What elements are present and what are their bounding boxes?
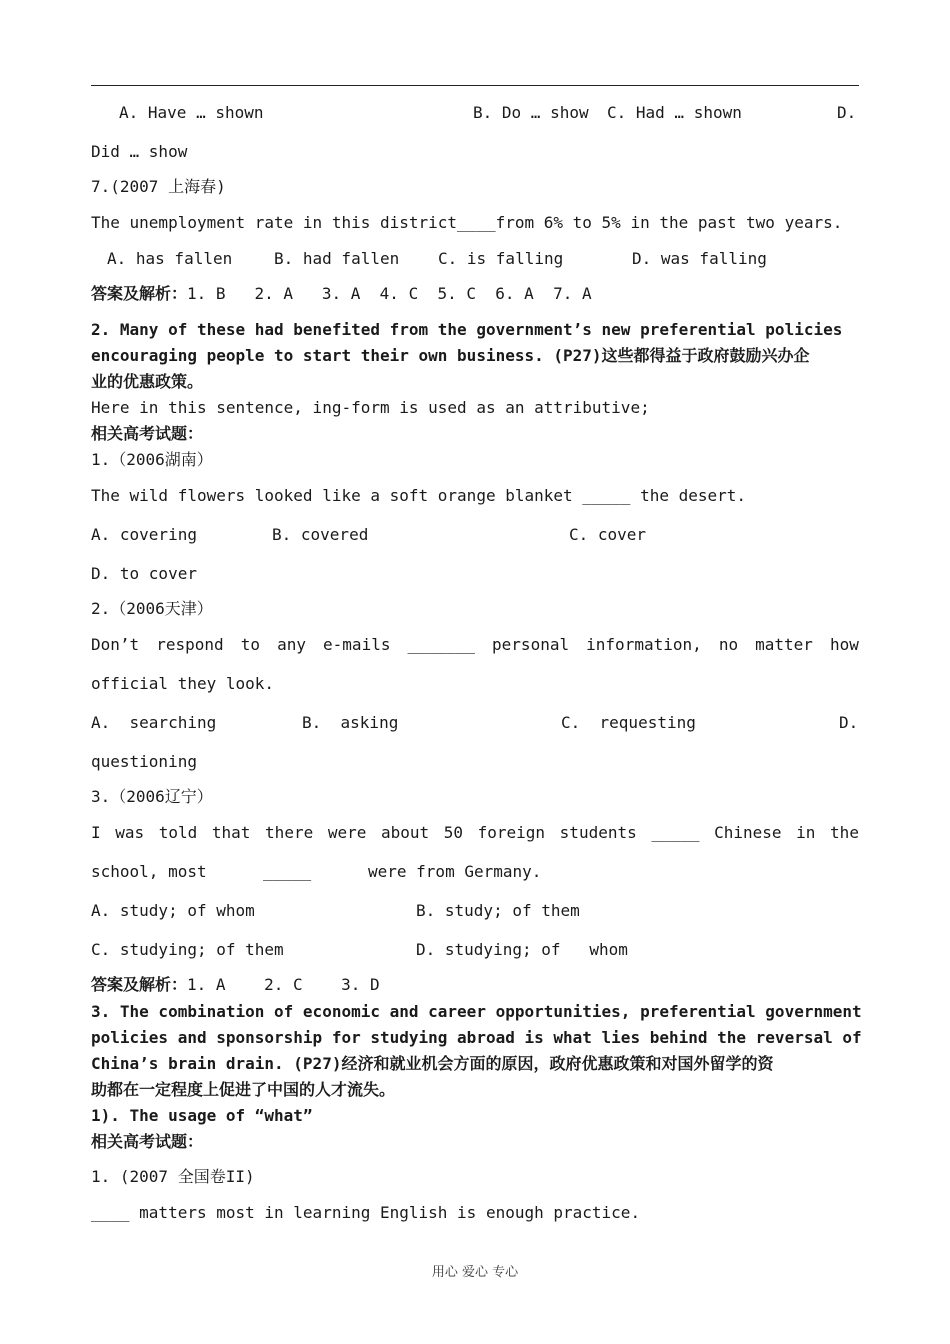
word: foreign [477,823,546,842]
s2-q2-stem-2: official they look. [91,674,275,693]
word: about [380,823,430,842]
answers-1 [91,284,592,304]
option-a: A. Have … shown [119,103,264,122]
s2-q3-option-d: D. studying; of whom [416,940,628,959]
s2-q2-label: 2.（2006天津） [91,599,213,618]
s2-q1-option-a: A. covering [91,525,197,544]
q7-option-c: C. is falling [438,249,564,268]
word: was [115,823,145,842]
section-2-related: 相关高考试题： [91,424,204,443]
s2-q1-option-d: D. to cover [91,564,197,583]
s2-q3-stem-2b: _____ [263,862,312,881]
section-3-title-3: China’s brain drain. (P27)经济和就业机会方面的原因，政府优惠政策和对国外留学的资 [91,1054,774,1073]
question-7-stem: The unemployment rate in this district____from 6% to 5% in the past two years. [91,213,843,232]
word: told [158,823,198,842]
section-3-title-2: policies and sponsorship for studying abroad is what lies behind the reversal of [91,1028,862,1047]
section-3-related: 相关高考试题： [91,1132,204,1151]
word: to [240,635,260,654]
answers-2-text: 1. A 2. C 3. D [187,975,380,994]
word: the [830,823,859,842]
s2-q3-label: 3.（2006辽宁） [91,787,213,806]
section-2-note: Here in this sentence, ing-form is used as an attributive; [91,398,650,417]
page-footer: 用心 爱心 专心 [431,1265,519,1280]
s2-q3-option-c: C. studying; of them [91,940,284,959]
s2-q1-option-c: C. cover [569,525,647,544]
s2-q2-option-d-continued: questioning [91,752,197,771]
blank: _____ [651,823,700,842]
answers-1-text: 1. B 2. A 3. A 4. C 5. C 6. A 7. A [187,284,592,303]
s2-q3-stem-2a: school, most [91,862,207,881]
q7-option-a: A. has fallen [107,249,233,268]
s2-q1-label: 1.（2006湖南） [91,450,213,469]
q7-option-b: B. had fallen [274,249,400,268]
word: e-mails [323,635,391,654]
word: Chinese [714,823,782,842]
s2-q2-stem [91,635,859,655]
s2-q3-stem-2c: were from Germany. [368,862,542,881]
question-7-label: 7.(2007 上海春) [91,177,226,196]
word: that [211,823,251,842]
s3-q1-label: 1. (2007 全国卷II) [91,1167,255,1186]
header-rule [91,85,859,86]
s2-q2-option-c: C. requesting [561,713,696,732]
word: Don’t [91,635,140,654]
s2-q3-option-a: A. study; of whom [91,901,255,920]
word: were [327,823,367,842]
s2-q2-option-a: A. searching [91,713,217,732]
blank: _______ [407,635,475,654]
section-3-title-1: 3. The combination of economic and career opportunities, preferential government [91,1002,862,1021]
word: how [830,635,859,654]
s2-q1-option-b: B. covered [272,525,369,544]
s2-q3-stem [91,823,859,843]
word: information, [586,635,702,654]
word: 50 [443,823,464,842]
word: there [265,823,314,842]
s2-q2-option-d: D. [839,713,859,732]
option-d-continued: Did … show [91,142,188,161]
word: matter [755,635,813,654]
answers-1-label: 答案及解析： [91,284,188,303]
option-c: C. Had … shown [607,103,742,122]
section-2-title-2: encouraging people to start their own business. (P27)这些都得益于政府鼓励兴办企 [91,346,810,365]
answers-2-label: 答案及解析： [91,975,188,994]
word: respond [156,635,224,654]
word: in [796,823,816,842]
word: personal [492,635,570,654]
word: I [91,823,101,842]
s3-q1-stem: ____ matters most in learning English is enough practice. [91,1203,641,1222]
section-2-title-3: 业的优惠政策。 [91,372,204,391]
section-2-title-1: 2. Many of these had benefited from the government’s new preferential policies [91,320,843,339]
word: no [718,635,739,654]
word: any [277,635,306,654]
answers-2 [91,975,380,995]
s2-q1-stem: The wild flowers looked like a soft orange blanket _____ the desert. [91,486,747,505]
section-3-usage: 1). The usage of “what” [91,1106,313,1125]
s2-q2-option-b: B. asking [302,713,399,732]
option-d: D. [837,103,857,122]
s2-q3-option-b: B. study; of them [416,901,580,920]
section-3-title-4: 助都在一定程度上促进了中国的人才流失。 [91,1080,396,1099]
word: students [559,823,637,842]
q7-option-d: D. was falling [632,249,767,268]
option-b: B. Do … show [473,103,589,122]
